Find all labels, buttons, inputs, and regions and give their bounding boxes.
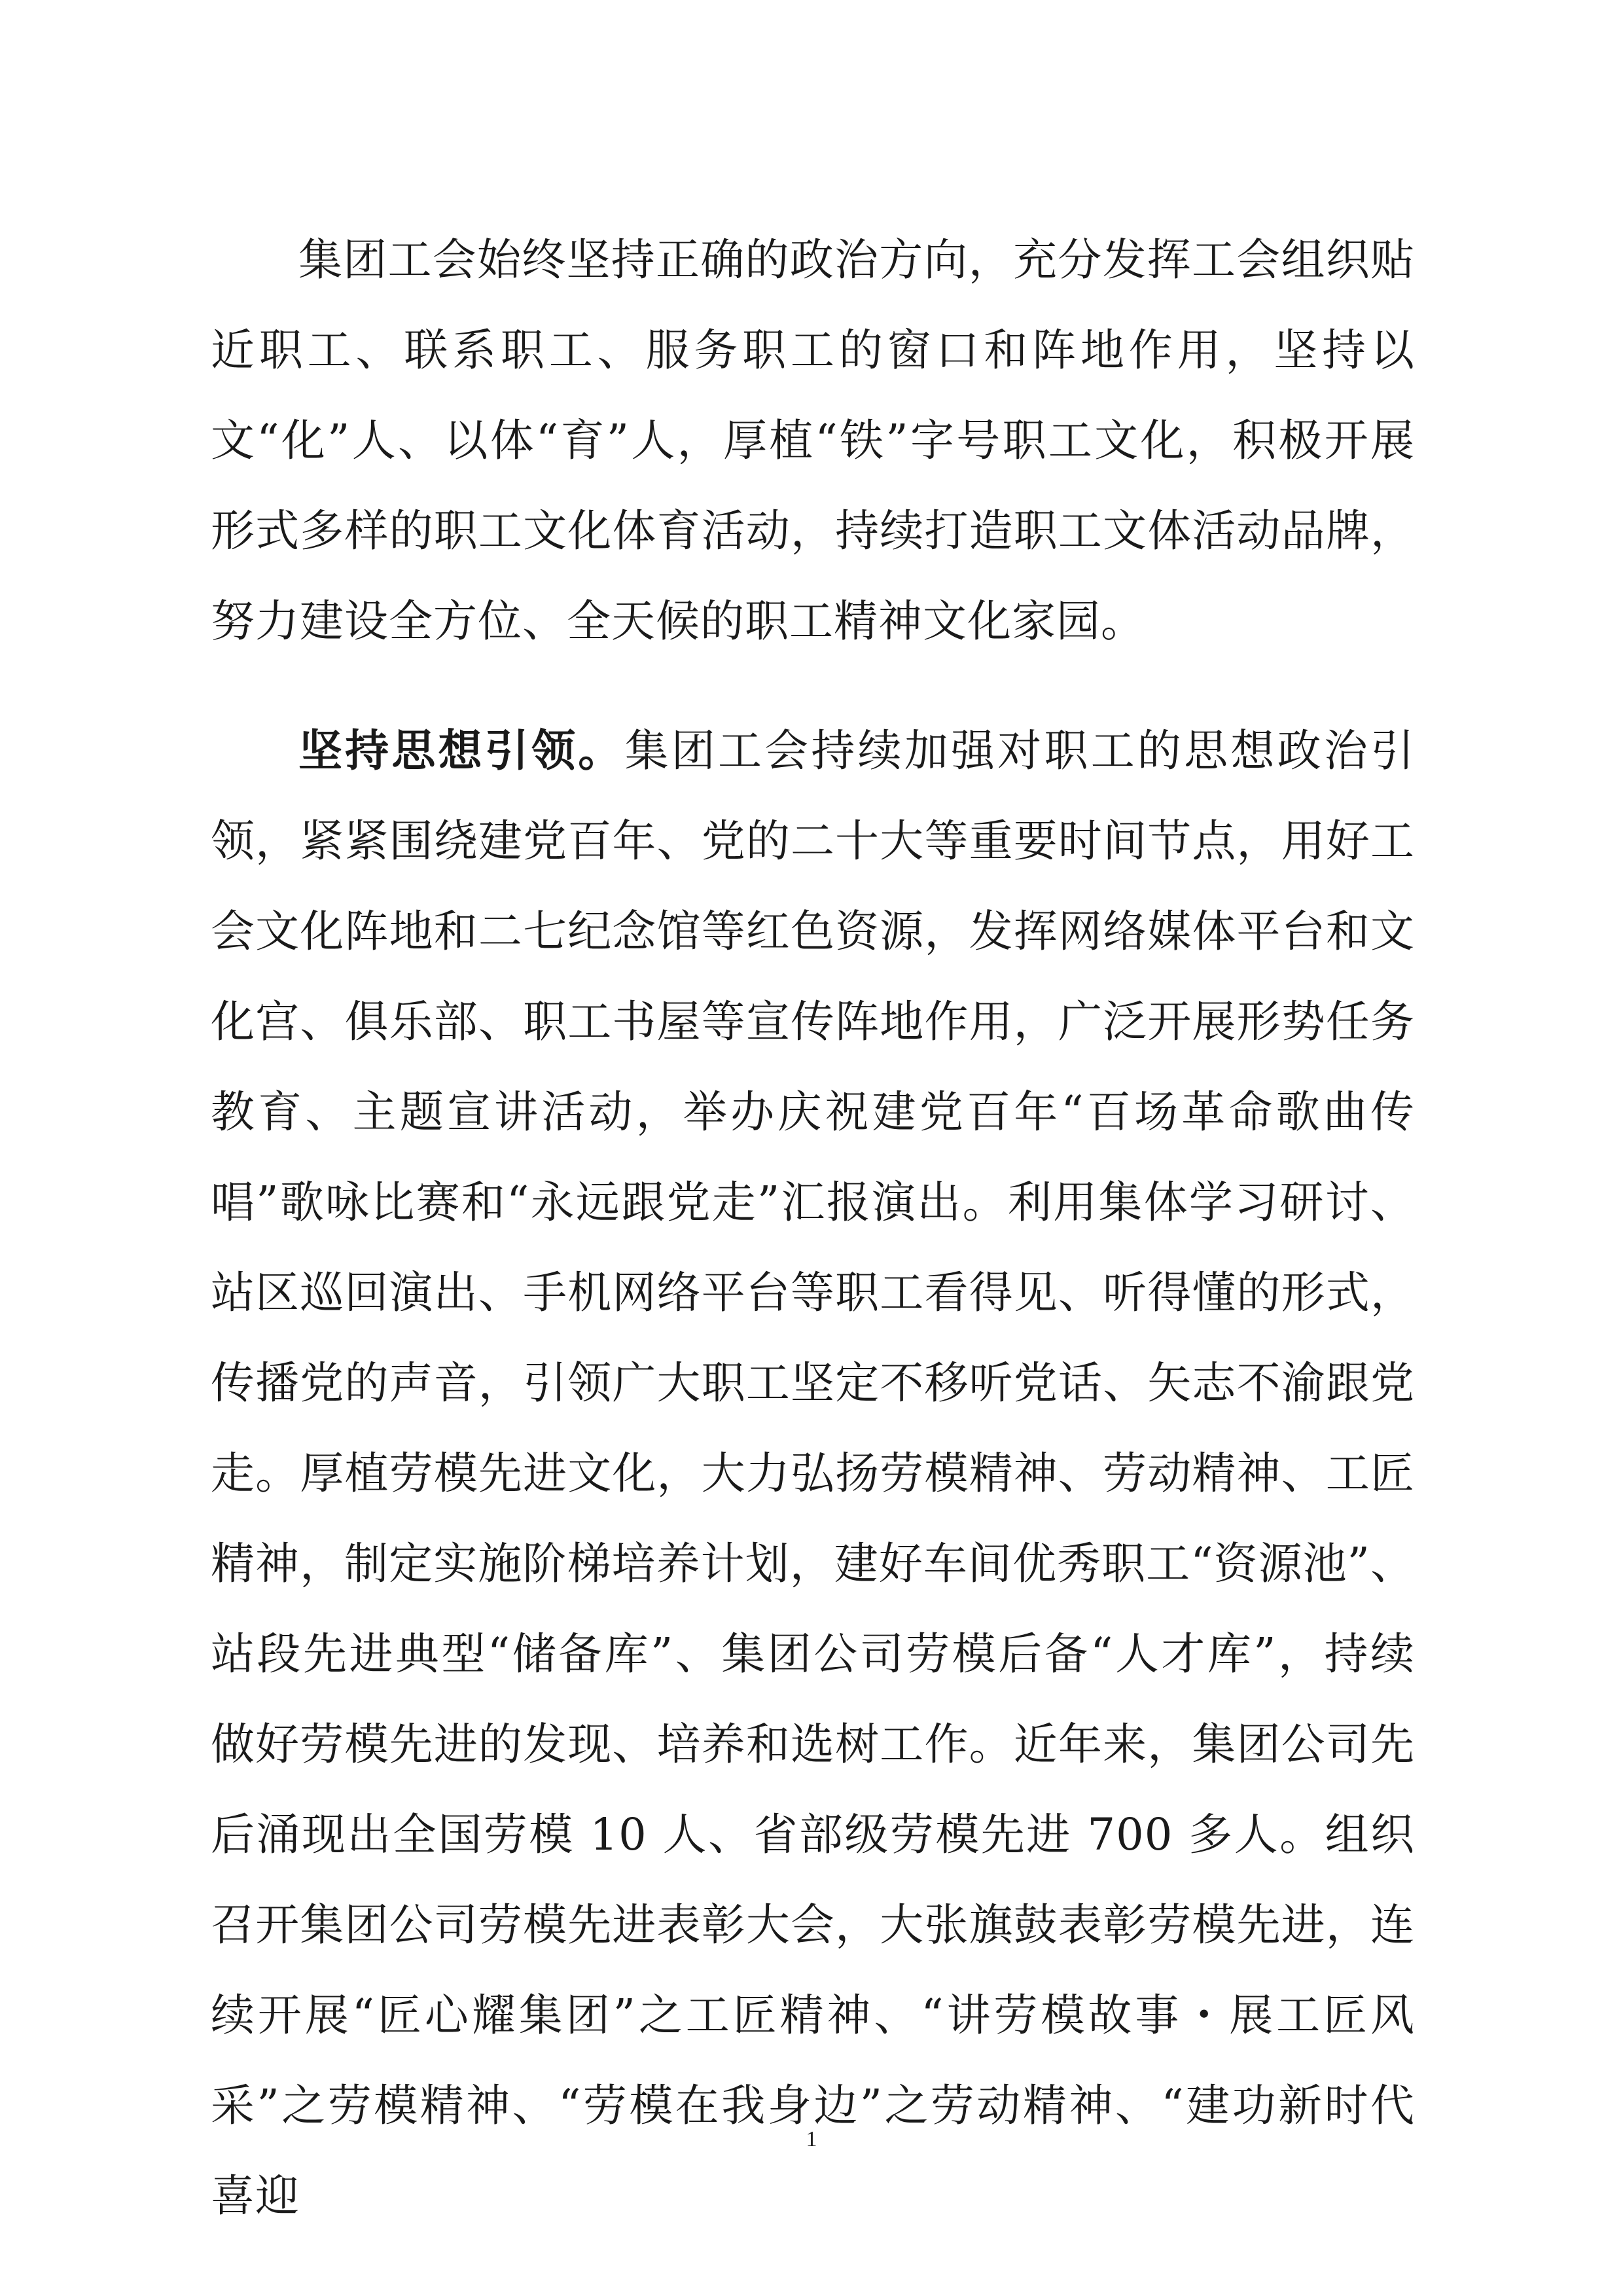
paragraph-text: 集团工会持续加强对职工的思想政治引领，紧紧围绕建党百年、党的二十大等重要时间节点，用好工会文化阵地和二七纪念馆等红色资源，发挥网络媒体平台和文化宫、俱乐部、职工书屋等宣传阵地作用，广泛开展形势任务教育、主题宣讲活动，举办庆祝建党百年“百场革命歌曲传唱”歌咏比赛和“永远跟党走”汇报演出。利用集体学习研讨、站区巡回演出、手机网络平台等职工看得见、听得懂的形式，传播党的声音，引领广大职工坚定不移听党话、矢志不渝跟党走。厚植劳模先进文化，大力弘扬劳模精神、劳动精神、工匠精神，制定实施阶梯培养计划，建好车间优秀职工“资源池”、站段先进典型“储备库”、集团公司劳模后备“人才库”，持续做好劳模先进的发现、培养和选树工作。近年来，集团公司先后涌现出全国劳模 10 人、省部级劳模先进 700 多人。组织召开集团公司劳模先进表彰大会，大张旗鼓表彰劳模先进，连续开展“匠心耀集团”之工匠精神、“讲劳模故事・展工匠风采”之劳模精神、“劳模在我身边”之劳动精神、“建功新时代喜迎: [211, 725, 1416, 2221]
paragraph-ideology: [211, 706, 1415, 2241]
paragraph-lead: 坚持思想引领。: [298, 725, 625, 776]
document-body: [211, 215, 1415, 2241]
paragraph-text: 集团工会始终坚持正确的政治方向，充分发挥工会组织贴近职工、联系职工、服务职工的窗口和阵地作用，坚持以文“化”人、以体“育”人，厚植“铁”字号职工文化，积极开展形式多样的职工文化体育活动，持续打造职工文体活动品牌，努力建设全方位、全天候的职工精神文化家园。: [211, 234, 1415, 647]
page-number: 1: [806, 2127, 817, 2151]
paragraph-intro: [211, 215, 1415, 666]
